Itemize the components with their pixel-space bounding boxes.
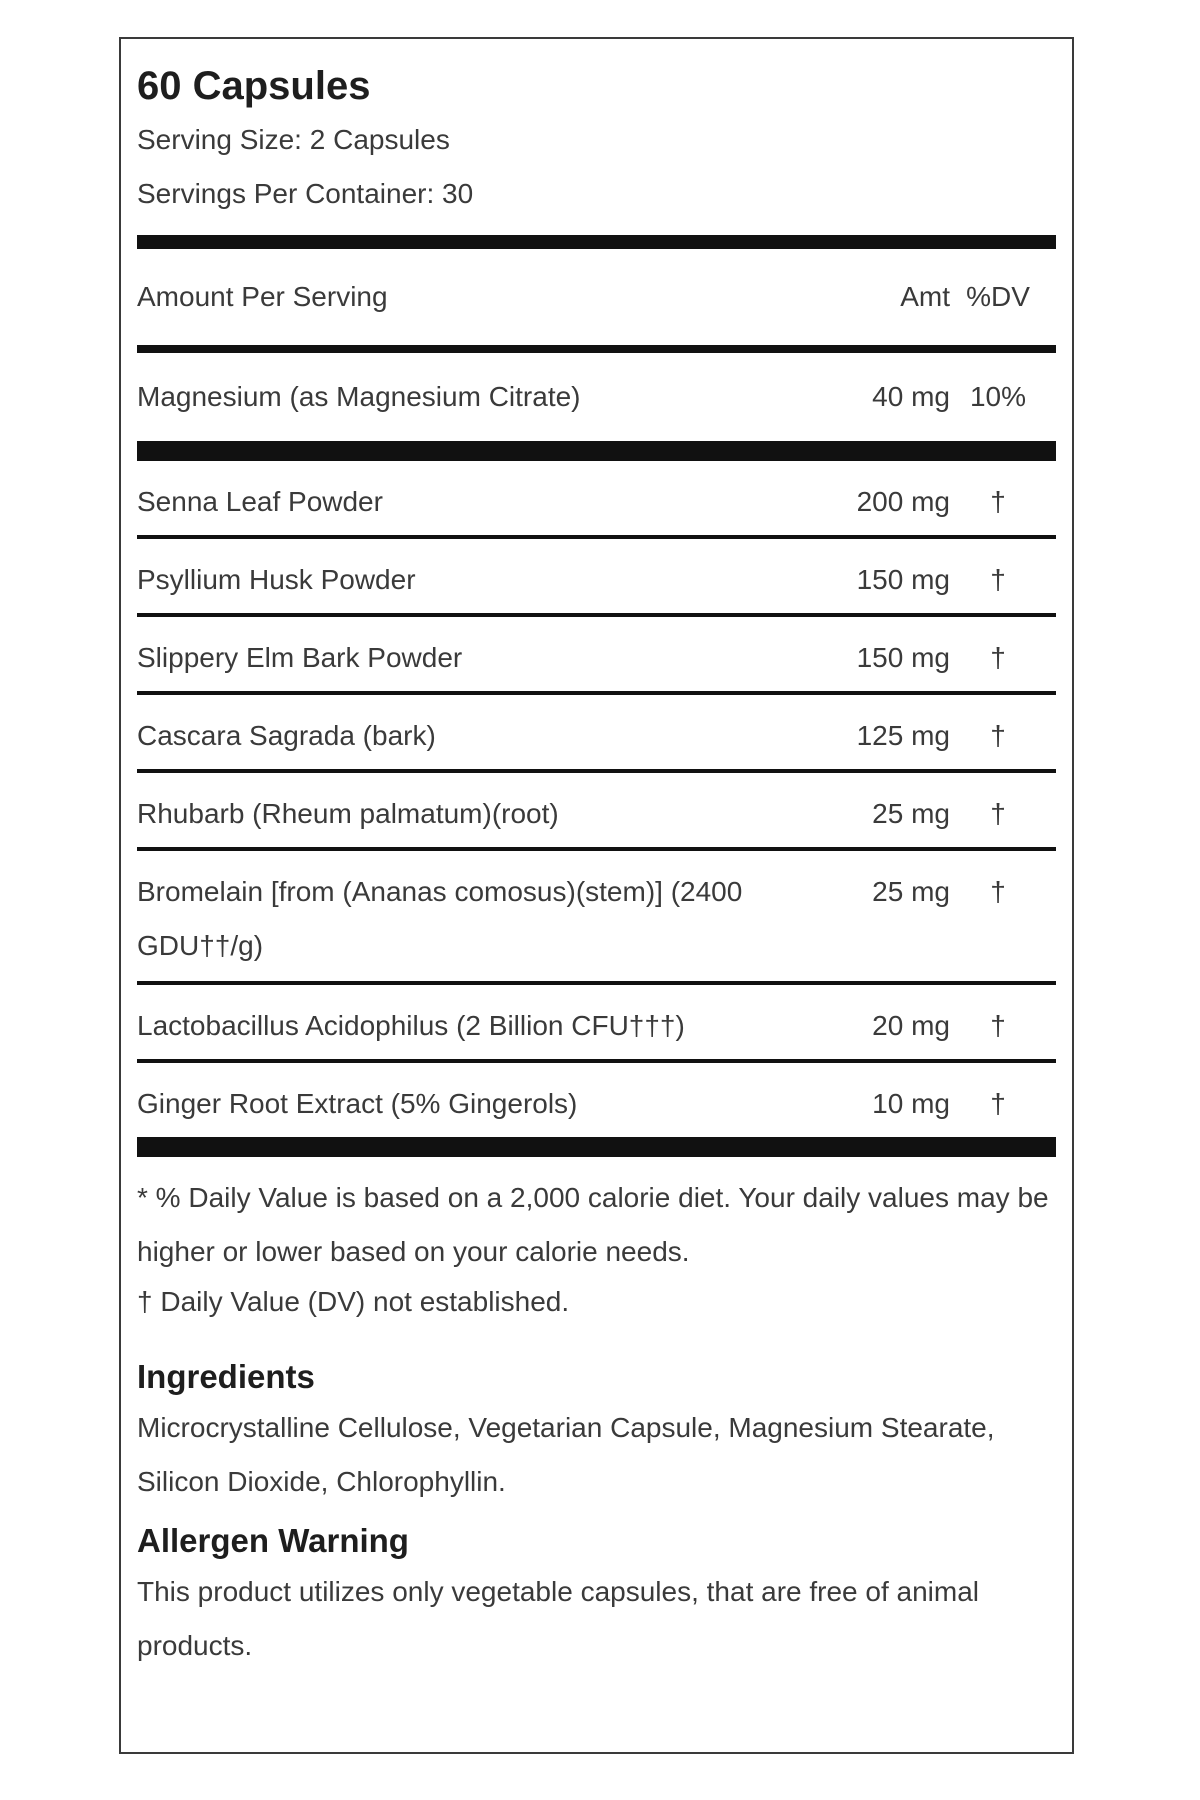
ingredient-name: Cascara Sagrada (bark)	[137, 720, 436, 751]
ingredient-name: Lactobacillus Acidophilus (2 Billion CFU†††)	[137, 1010, 685, 1041]
divider-medium	[137, 345, 1056, 353]
ingredient-dv: †	[990, 876, 1006, 907]
table-row	[137, 617, 1056, 691]
daily-value-footnote: * % Daily Value is based on a 2,000 calorie diet. Your daily values may be higher or lower based on your calorie needs.	[137, 1182, 1049, 1267]
allergen-warning-heading: Allergen Warning	[137, 1522, 409, 1559]
table-row	[137, 539, 1056, 613]
ingredients-text: Microcrystalline Cellulose, Vegetarian Capsule, Magnesium Stearate, Silicon Dioxide, Chlorophyllin.	[137, 1412, 995, 1497]
ingredient-name: Rhubarb (Rheum palmatum)(root)	[137, 798, 559, 829]
ingredient-name: Psyllium Husk Powder	[137, 564, 416, 595]
table-row	[137, 461, 1056, 535]
ingredient-name: Slippery Elm Bark Powder	[137, 642, 463, 673]
allergen-warning-text: This product utilizes only vegetable capsules, that are free of animal products.	[137, 1576, 980, 1661]
table-row	[137, 851, 1056, 981]
dagger-footnote: † Daily Value (DV) not established.	[137, 1286, 570, 1317]
ingredient-amount: 20 mg	[872, 1010, 950, 1041]
nutrient-amount: 40 mg	[872, 381, 950, 412]
ingredient-amount: 150 mg	[856, 642, 950, 673]
ingredient-dv: †	[990, 1010, 1006, 1041]
divider-big	[137, 1137, 1056, 1157]
ingredient-dv: †	[990, 1088, 1006, 1119]
servings-per-container: Servings Per Container: 30	[137, 178, 474, 209]
ingredient-amount: 10 mg	[872, 1088, 950, 1119]
dv-column-header: %DV	[966, 281, 1030, 312]
nutrient-name: Magnesium (as Magnesium Citrate)	[137, 381, 581, 412]
ingredient-dv: †	[990, 486, 1006, 517]
divider-big	[137, 441, 1056, 461]
ingredient-dv: †	[990, 798, 1006, 829]
table-row	[137, 985, 1056, 1059]
table-row	[137, 695, 1056, 769]
ingredient-dv: †	[990, 564, 1006, 595]
ingredient-amount: 200 mg	[856, 486, 950, 517]
divider-thick	[137, 235, 1056, 249]
serving-size: Serving Size: 2 Capsules	[137, 124, 450, 155]
ingredient-amount: 150 mg	[856, 564, 950, 595]
table-row-magnesium	[137, 353, 1056, 441]
amt-column-header: Amt	[900, 281, 950, 312]
ingredient-name: Bromelain [from (Ananas comosus)(stem)] (2400 GDU††/g)	[137, 876, 743, 961]
nutrient-dv: 10%	[969, 381, 1027, 412]
ingredient-name: Senna Leaf Powder	[137, 486, 383, 517]
supplement-facts-panel	[119, 37, 1074, 1754]
ingredients-heading: Ingredients	[137, 1358, 315, 1395]
label-title: 60 Capsules	[137, 64, 371, 108]
table-header-row	[137, 249, 1056, 345]
ingredient-amount: 25 mg	[872, 798, 950, 829]
ingredient-dv: †	[990, 642, 1006, 673]
table-row	[137, 773, 1056, 847]
ingredient-dv: †	[990, 720, 1006, 751]
ingredient-amount: 125 mg	[856, 720, 950, 751]
ingredient-amount: 25 mg	[872, 876, 950, 907]
table-row	[137, 1063, 1056, 1137]
ingredient-name: Ginger Root Extract (5% Gingerols)	[137, 1088, 578, 1119]
amount-per-serving-label: Amount Per Serving	[137, 281, 388, 312]
